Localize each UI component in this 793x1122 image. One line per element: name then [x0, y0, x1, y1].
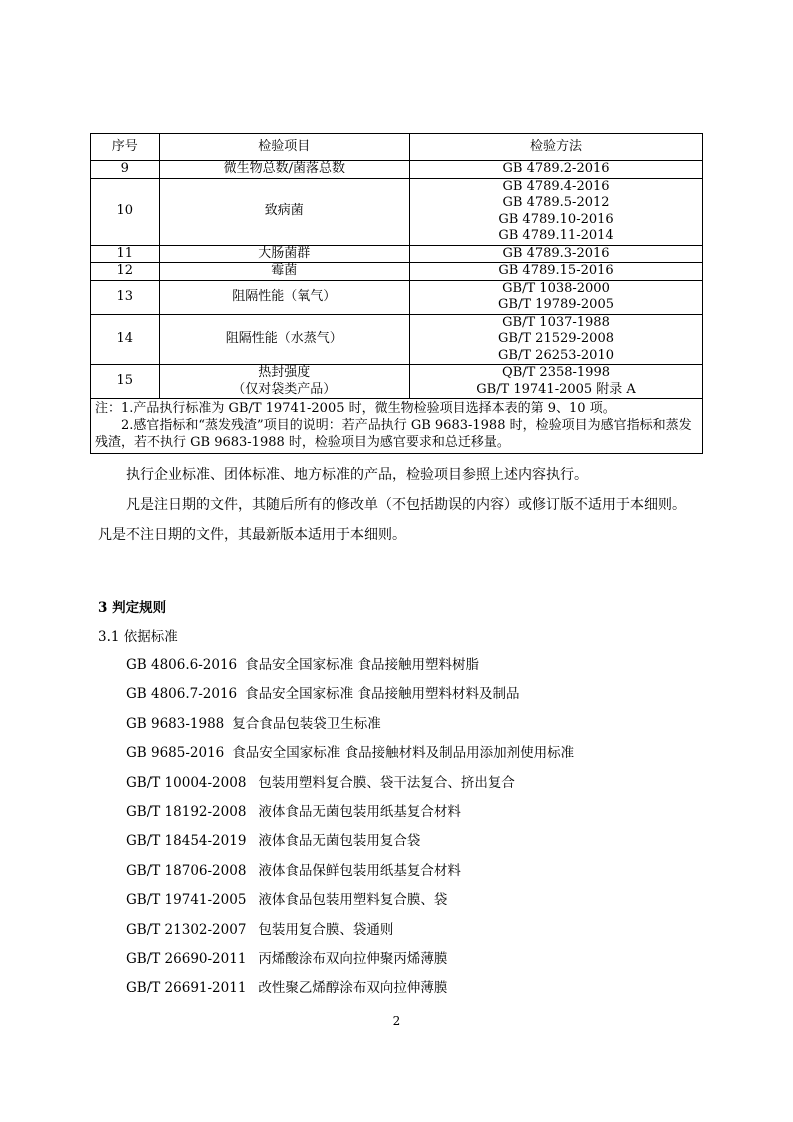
- standard-name: 包装用塑料复合膜、袋干法复合、挤出复合: [258, 774, 515, 791]
- subsection-heading: 3.1 依据标准: [98, 629, 178, 645]
- list-item: [126, 680, 574, 709]
- standard-code: GB/T 18454-2019: [126, 833, 247, 850]
- standard-code: GB 9683-1988: [126, 715, 225, 732]
- method-line: GB 4789.11-2014: [498, 228, 614, 243]
- standard-name: 食品安全国家标准 食品接触用塑料材料及制品: [245, 686, 520, 703]
- row-inspection-method: [410, 161, 703, 179]
- table-row: [91, 245, 703, 263]
- row-inspection-item: [159, 178, 410, 245]
- standard-code: GB 9685-2016: [126, 745, 225, 762]
- row-inspection-method: [410, 280, 703, 314]
- row-serial-number: 11: [91, 245, 160, 263]
- page-number: 2: [392, 1014, 401, 1028]
- table-row: [91, 161, 703, 179]
- header-inspection-item: 检验项目: [159, 134, 410, 161]
- standard-code: GB/T 26690-2011: [126, 950, 247, 967]
- standard-code: GB/T 18706-2008: [126, 862, 247, 879]
- table-header-row: [91, 134, 703, 161]
- section-heading: 3 判定规则: [98, 600, 167, 616]
- method-line: GB/T 1037-1988: [502, 314, 610, 330]
- standard-name: 丙烯酸涂布双向拉伸聚丙烯薄膜: [258, 950, 448, 967]
- row-serial-number: 12: [91, 263, 160, 281]
- row-inspection-method: [410, 245, 703, 263]
- item-line: 阻隔性能（水蒸气）: [225, 331, 343, 346]
- standard-code: GB/T 19741-2005: [126, 892, 247, 909]
- header-serial-number: 序号: [91, 134, 160, 161]
- method-line: GB/T 19741-2005 附录 A: [476, 381, 636, 397]
- method-line: GB 4789.15-2016: [498, 263, 614, 278]
- standard-name: 食品安全国家标准 食品接触用塑料树脂: [245, 657, 479, 673]
- standard-code: GB/T 10004-2008: [126, 774, 247, 791]
- list-item: [126, 974, 574, 1003]
- method-line: GB 4789.2-2016: [502, 161, 610, 176]
- method-line: GB/T 19789-2005: [498, 297, 614, 312]
- row-inspection-item: [159, 280, 410, 314]
- list-item: [126, 710, 574, 739]
- row-serial-number: 14: [91, 314, 160, 365]
- row-serial-number: 9: [91, 161, 160, 179]
- header-inspection-method: 检验方法: [410, 134, 703, 161]
- method-line: GB 4789.3-2016: [502, 245, 610, 261]
- method-line: GB/T 21529-2008: [498, 331, 614, 346]
- item-line: 阻隔性能（氧气）: [232, 288, 337, 304]
- list-item: [126, 916, 574, 945]
- row-inspection-item: [159, 314, 410, 365]
- method-line: QB/T 2358-1998: [502, 365, 610, 380]
- standard-code: GB/T 26691-2011: [126, 980, 247, 997]
- list-item: [126, 739, 574, 768]
- row-serial-number: 13: [91, 280, 160, 314]
- list-item: [126, 945, 574, 974]
- row-inspection-item: [159, 245, 410, 263]
- method-line: GB 4789.10-2016: [498, 211, 614, 227]
- list-item: [126, 798, 574, 827]
- list-item: [126, 857, 574, 886]
- method-line: GB 4789.4-2016: [502, 178, 610, 194]
- row-inspection-method: [410, 314, 703, 365]
- standard-code: GB/T 21302-2007: [126, 921, 247, 938]
- table-note: [91, 399, 703, 454]
- table-row: [91, 263, 703, 281]
- standard-name: 复合食品包装袋卫生标准: [232, 715, 381, 732]
- standard-name: 液体食品包装用塑料复合膜、袋: [258, 892, 448, 909]
- inspection-items-table: [90, 133, 703, 454]
- row-serial-number: 10: [91, 178, 160, 245]
- table-note-row: [91, 399, 703, 454]
- list-item: [126, 769, 574, 798]
- paragraph-reference-standards: 执行企业标准、团体标准、地方标准的产品，检验项目参照上述内容执行。: [126, 467, 588, 483]
- standard-name: 食品安全国家标准 食品接触材料及制品用添加剂使用标准: [232, 745, 575, 762]
- item-line: （仅对袋类产品）: [232, 381, 337, 397]
- standard-code: GB 4806.6-2016: [126, 657, 238, 673]
- row-serial-number: 15: [91, 365, 160, 399]
- standard-name: 液体食品无菌包装用纸基复合材料: [258, 803, 461, 820]
- table-row: [91, 280, 703, 314]
- table-row: [91, 178, 703, 245]
- standard-name: 液体食品保鲜包装用纸基复合材料: [258, 862, 461, 879]
- row-inspection-method: [410, 365, 703, 399]
- method-line: GB/T 1038-2000: [502, 280, 610, 296]
- list-item: [126, 886, 574, 915]
- standards-list: [126, 651, 574, 1004]
- standard-code: GB/T 18192-2008: [126, 803, 247, 820]
- item-line: 热封强度: [258, 365, 311, 380]
- item-line: 致病菌: [264, 203, 304, 219]
- standard-name: 包装用复合膜、袋通则: [258, 921, 394, 938]
- note-line-1: 注：1.产品执行标准为 GB/T 19741-2005 时，微生物检验项目选择本表的第 9、10 项。: [95, 401, 616, 416]
- list-item: [126, 827, 574, 856]
- row-inspection-method: [410, 178, 703, 245]
- table-row: [91, 314, 703, 365]
- item-line: 霉菌: [271, 263, 298, 278]
- note-line-2: 2.感官指标和“蒸发残渣”项目的说明：若产品执行 GB 9683-1988 时，检验项目为感官指标和蒸发残渣，若不执行 GB 9683-1988 时，检验项目为感官要求和总迁移量。: [95, 418, 692, 450]
- method-line: GB/T 26253-2010: [498, 347, 614, 363]
- standard-code: GB 4806.7-2016: [126, 686, 238, 703]
- item-line: 微生物总数/菌落总数: [223, 161, 345, 176]
- row-inspection-item: [159, 365, 410, 399]
- item-line: 大肠菌群: [258, 245, 311, 261]
- table-row: [91, 365, 703, 399]
- row-inspection-item: [159, 161, 410, 179]
- standard-name: 液体食品无菌包装用复合袋: [258, 833, 421, 850]
- row-inspection-method: [410, 263, 703, 281]
- paragraph-dated-documents: 凡是注日期的文件，其随后所有的修改单（不包括勘误的内容）或修订版不适用于本细则。凡是不注日期的文件，其最新版本适用于本细则。: [98, 497, 686, 543]
- row-inspection-item: [159, 263, 410, 281]
- list-item: [126, 651, 574, 680]
- method-line: GB 4789.5-2012: [502, 195, 610, 210]
- standard-name: 改性聚乙烯醇涂布双向拉伸薄膜: [258, 980, 448, 997]
